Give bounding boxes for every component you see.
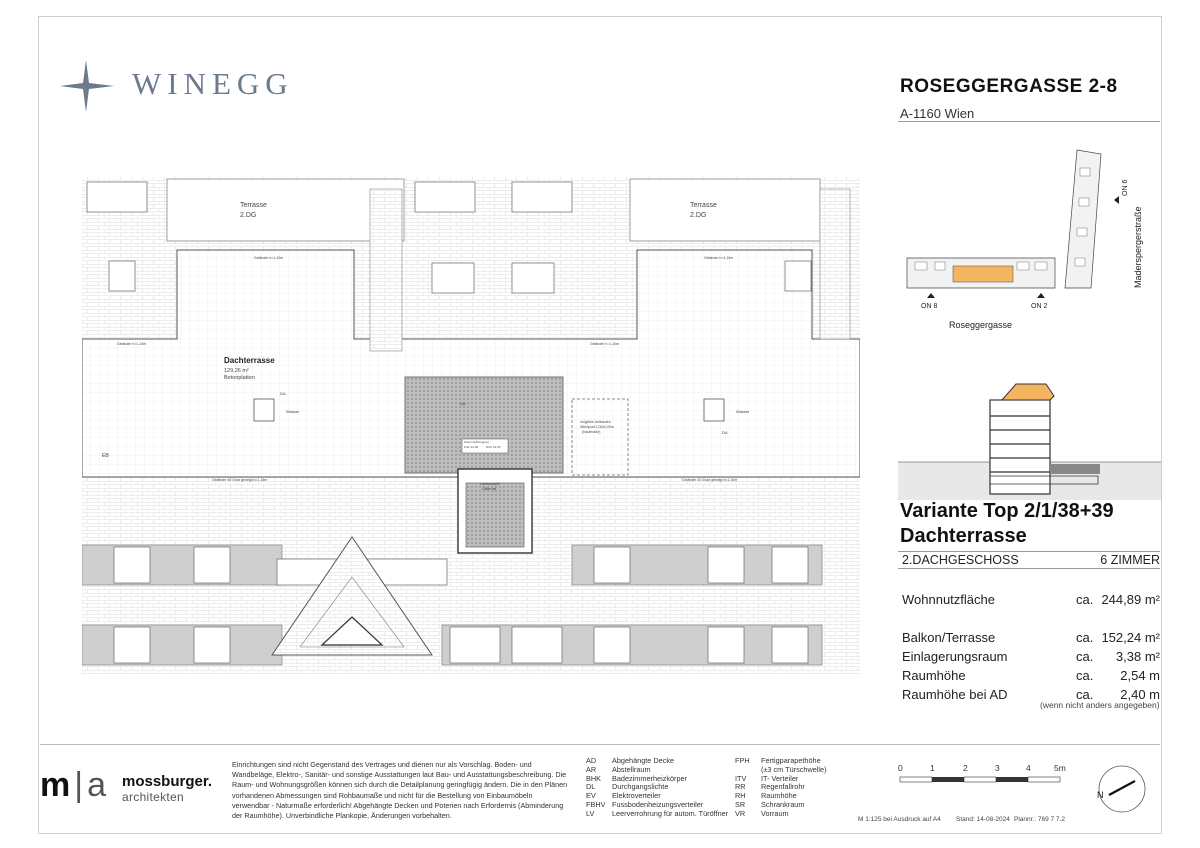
plan-label-da: DA [280,391,286,396]
building-section [898,372,1161,500]
abbr-row: RH Raumhöhe [735,791,797,801]
plan-label-terrace-right-floor: 2.DG [690,212,707,219]
plan-label-railing: Geländer 40 Grad geneigt h=1,10m [682,478,738,482]
abbr-row: RR Regenfallrohr [735,782,805,792]
plan-label-possible-addition: mögliche Aufbauten [580,420,611,424]
abbr-row: AD Abgehängte Decke [586,756,675,765]
abbr-row: SR Schrankraum [735,799,805,809]
stat-label: Wohnnutzfläche [902,592,995,607]
site-street: Roseggergasse [949,320,1013,330]
plan-label-water: Wasser [736,409,750,414]
stat-label: Einlagerungsraum [902,649,1008,664]
abbr-row: FPH Fertigparapethöhe [735,756,821,765]
stat-ca: ca. [1076,668,1094,683]
plan-label-ev: EB [102,453,109,459]
scale-tick-label: 0 [898,763,903,773]
disclaimer-text: Einrichtungen sind nicht Gegenstand des Vertrages und dienen nur als Vorschlag. Boden- und Wandbeläge, Elektro-, Sanitär- und sonstige Ausstattungen laut Bau- und Ausstattungsbeschreibung. Die Raum- und Wohnungsgrößen können sich durch die Detailplanung geringfügig ändern. Die in den Plänen vorhandenen Abmessungen sind Rohbaumaße und nicht für die Bestellung von Einbaumöbeln verwendbar - Naturmaße erforderlich! Abgehängte Decken und Poterien nach Erfordernis (Abminderung der Raumhöhe). Unverbindliche Plankopie, Änderungen vorbehalten. [232,760,568,821]
plan-label-roof-terrace: Dachterrasse [224,356,275,365]
north-label: N [1097,790,1104,800]
plan-label-railing: Geländer 40 Grad geneigt h=1,10m [212,478,268,482]
rooms-label: 6 ZIMMER [1100,553,1160,567]
brand-name: WINEGG [132,66,294,101]
footer-date: Stand: 14-08-2024 [956,816,1010,823]
stat-ca: ca. [1076,592,1094,607]
plan-label-terrace-right: Terrasse [690,202,717,209]
plan-label-railing: Geländer h=1,10m [117,342,147,346]
architect-name: mossburger. [122,773,213,790]
plan-label-terrace-left-floor: 2.DG [240,212,257,219]
abbreviations-left [586,757,728,819]
compass-star-icon [58,58,118,114]
abbr-row: EV Elektroverteiler [586,791,661,801]
scale-tick-label: 1 [930,763,935,773]
plan-label-roof-terrace-surface: Betonplatten [224,375,255,381]
stat-value: 152,24 m² [1101,630,1160,645]
architect-mark-left: m [40,766,71,804]
plan-label-possible-addition: (Kaufmaße) [582,430,601,434]
floor-plan [82,177,860,674]
plan-label-light-well: Lichtschacht [480,482,500,486]
divider [898,568,1160,569]
architect-mark-right: a [87,766,106,804]
abbr-row: VR Vorraum [735,808,789,818]
plan-label-light-well: Gitterrost [482,487,497,491]
plan-label-da: DA [460,401,466,406]
site-marker: ON 8 [921,303,938,310]
stat-value: 244,89 m² [1101,592,1160,607]
project-title: ROSEGGERGASSE 2-8 [900,76,1118,97]
plan-label-center-note: DUF 21,65 [486,445,501,449]
site-street: Maderspergerstraße [1133,206,1143,288]
stat-value: 3,38 m² [1115,649,1160,664]
brand-logo [58,58,318,114]
site-marker: ON 2 [1031,303,1048,310]
plan-label-center-note: Kreuz Aufbringung [464,440,489,444]
abbr-row: AR Abstellraum [586,764,651,774]
abbr-row: ITV IT- Verteiler [735,773,799,783]
footer-divider [40,744,1160,745]
floor-label: 2.DACHGESCHOSS [902,553,1019,567]
scale-tick-label: 3 [995,763,1000,773]
variant-line1: Variante Top 2/1/38+39 [900,500,1114,522]
plan-label-terrace-left: Terrasse [240,202,267,209]
stat-label: Balkon/Terrasse [902,630,996,645]
site-marker: ON 6 [1122,179,1129,196]
scale-tick-label: 2 [963,763,968,773]
plan-label-center-note: FUF 12,00 [464,445,479,449]
plan-label-roof-terrace-area: 129,26 m² [224,368,249,374]
abbr-row: BHK Badezimmerheizkörper [586,773,688,783]
abbreviations-right [735,757,827,819]
stats-note: (wenn nicht anders angegeben) [1040,700,1160,710]
footer-plan-number: Plannr.: 769 7 7.2 [1014,816,1065,823]
stat-label: Raumhöhe [902,668,966,683]
footer-scale: M 1:125 bei Ausdruck auf A4 [858,816,941,823]
plan-label-da: DA [722,430,728,435]
scale-bar [898,776,1068,784]
project-address: A-1160 Wien [900,106,975,121]
north-arrow-icon [1095,762,1149,816]
stat-ca: ca. [1076,649,1094,664]
stat-value: 2,54 m [1120,668,1160,683]
stat-value: 2,40 m [1120,687,1160,702]
site-plan [905,148,1163,350]
abbr-row: FBHV Fussbodenheizungsverteiler [586,799,704,809]
variant-title [900,499,1114,549]
plan-label-water: Wasser [286,409,300,414]
abbr-row: LV Leerverrohrung für autom. Türöffner [586,808,729,818]
plan-label-railing: Geländer h=1,10m [590,342,620,346]
plan-label-possible-addition: Whirlpool 2,00x2,00m [580,425,614,429]
plan-label-railing: Geländer h=1,10m [254,256,284,260]
stat-ca: ca. [1076,630,1094,645]
scale-tick-label: 5m [1054,763,1066,773]
divider [898,551,1160,552]
architect-logo-mark: m | a [40,766,106,804]
divider [898,121,1160,122]
stat-ca: ca. [1076,687,1094,702]
scale-tick-label: 4 [1026,763,1031,773]
stat-label: Raumhöhe bei AD [902,687,1008,702]
architect-sub: architekten [122,790,184,804]
abbr-row: DL Durchgangslichte [586,782,669,792]
variant-line2: Dachterrasse [900,525,1027,547]
plan-label-railing: Geländer h=1,10m [704,256,734,260]
abbr-row: (±3 cm Türschwelle) [761,764,827,774]
